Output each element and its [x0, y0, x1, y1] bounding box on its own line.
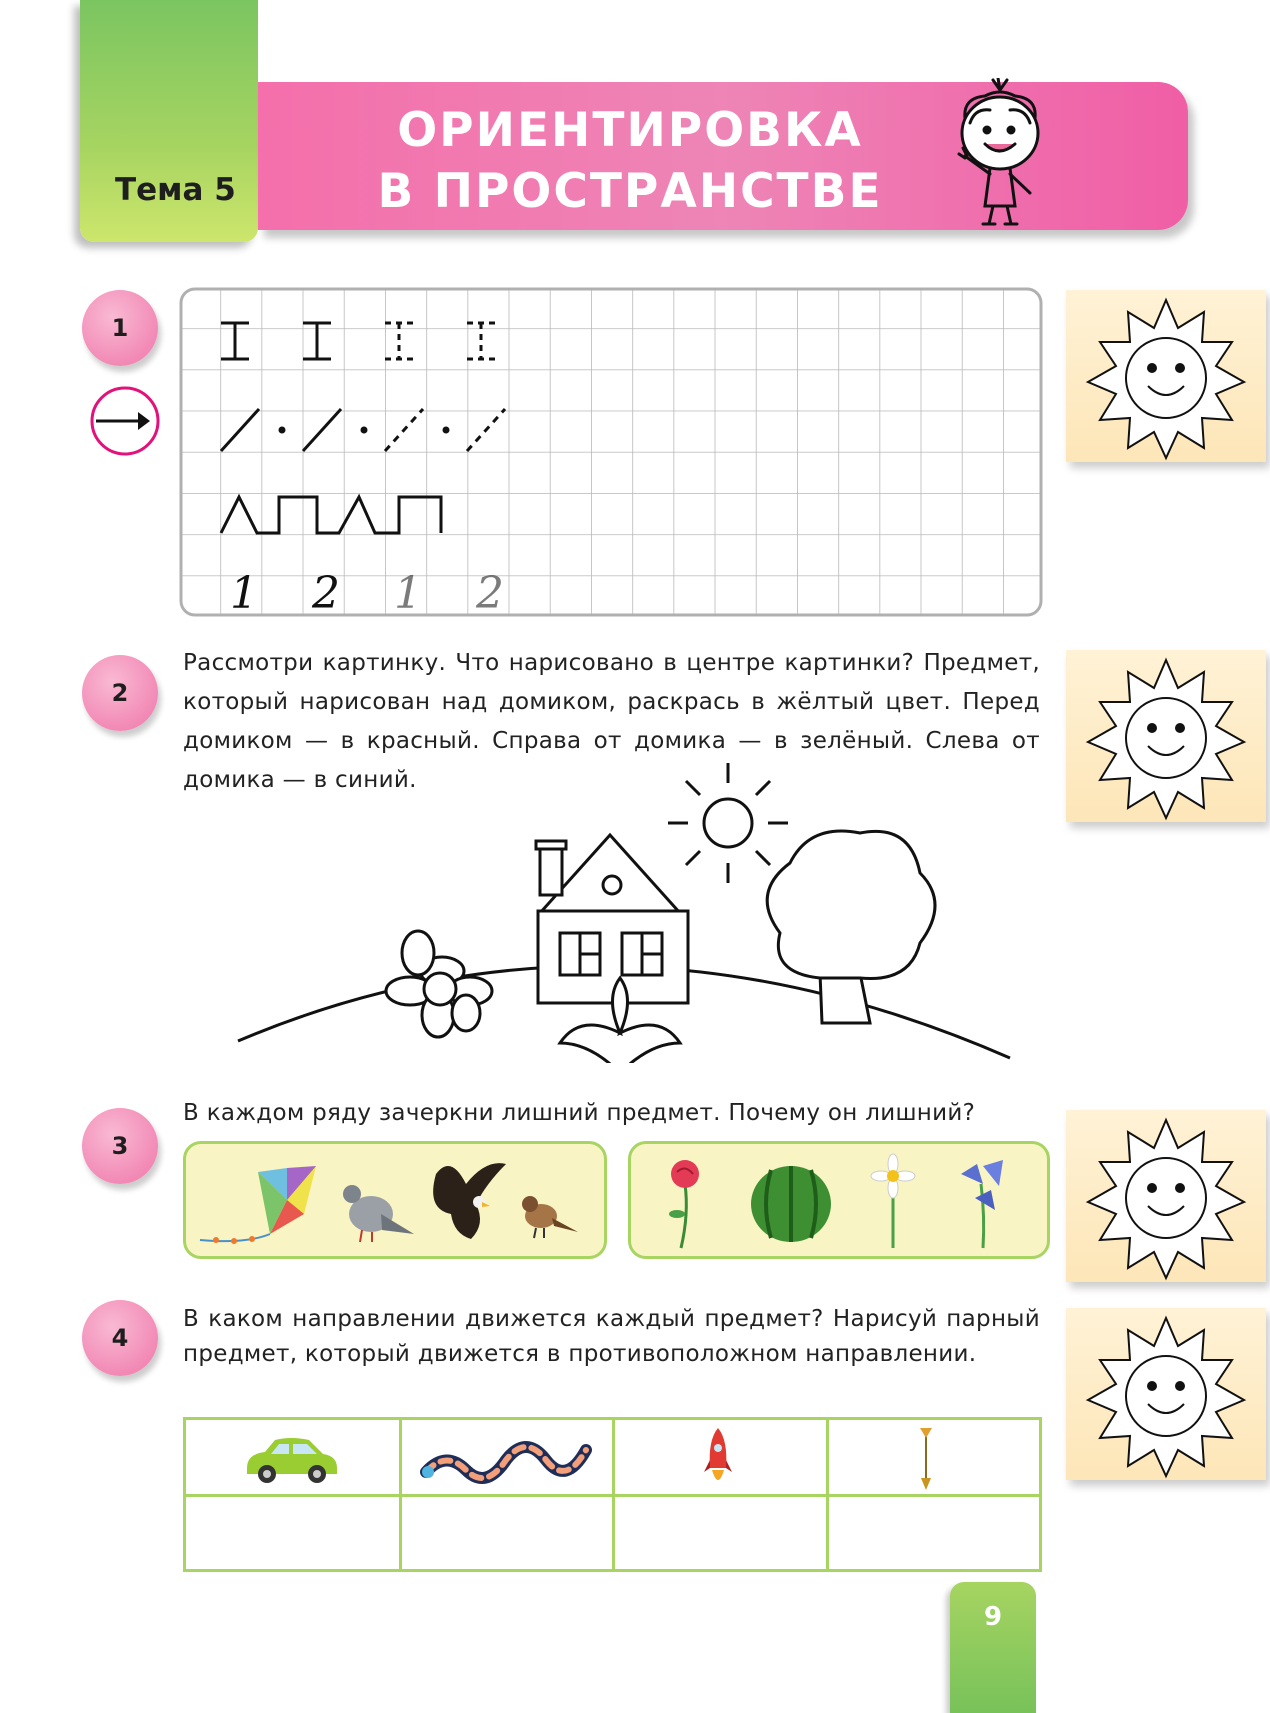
col-divider: [399, 1420, 402, 1569]
sun-smiley-icon: [1066, 290, 1266, 462]
directions-table: [183, 1417, 1042, 1572]
car-icon: [241, 1434, 341, 1486]
birds-row-panel: [183, 1141, 607, 1259]
plants-row-images: [631, 1144, 1047, 1256]
task-2-number: 2: [82, 655, 158, 731]
digit-tracing: 2: [476, 568, 504, 619]
sun-smiley-icon: [1066, 1308, 1266, 1480]
task-4-number: 4: [82, 1300, 158, 1376]
rose-icon: [669, 1160, 699, 1248]
sun-smiley-icon: [1066, 650, 1266, 822]
task-4-text: В каком направлении движется каждый предмет? Нарисуй парный предмет, который движется в противоположном направлении.: [183, 1306, 1040, 1367]
digit-tracing: 1: [394, 568, 422, 619]
daisy-icon: [871, 1154, 915, 1248]
title-line-1: ОРИЕНТИРОВКА: [397, 103, 863, 158]
pigeon-icon: [343, 1185, 414, 1242]
sparrow-icon: [522, 1196, 578, 1238]
girl-icon: [945, 78, 1055, 230]
plants-row-panel: [628, 1141, 1050, 1259]
task-3-number: 3: [82, 1108, 158, 1184]
digit: 1: [230, 568, 258, 619]
birds-row-images: [186, 1144, 604, 1256]
page-number: 9: [950, 1582, 1036, 1713]
sun-smiley-icon: [1066, 1110, 1266, 1282]
house-scene: [230, 763, 1020, 1063]
col-divider: [826, 1420, 829, 1569]
kite-icon: [200, 1166, 316, 1244]
col-divider: [612, 1420, 615, 1569]
arrow-down-icon: [916, 1426, 936, 1492]
sun-note: [1066, 290, 1266, 462]
digit: 2: [312, 568, 340, 619]
sun-note: [1066, 1110, 1266, 1282]
digits-row: [230, 568, 530, 622]
title-line-2: В ПРОСТРАНСТВЕ: [377, 164, 883, 219]
arrow-right-icon: [88, 384, 162, 458]
watermelon-icon: [751, 1166, 831, 1242]
task-3-text: В каждом ряду зачеркни лишний предмет. Почему он лишний?: [183, 1100, 976, 1126]
task-1-number: 1: [82, 290, 158, 366]
task-2-text: Рассмотри картинку. Что нарисовано в центре картинки? Предмет, который нарисован над домиком, раскрась в жёлтый цвет. Перед домиком — в красный. Справа от домика — в зелёный. Слева от домика — в синий.: [183, 650, 1040, 793]
page-title: [340, 100, 920, 222]
bellflower-icon: [961, 1160, 1003, 1248]
eagle-icon: [433, 1163, 506, 1239]
sun-note: [1066, 650, 1266, 822]
rocket-icon: [704, 1426, 732, 1492]
snake-icon: [416, 1430, 596, 1486]
topic-label: Тема 5: [115, 172, 236, 208]
sun-note: [1066, 1308, 1266, 1480]
